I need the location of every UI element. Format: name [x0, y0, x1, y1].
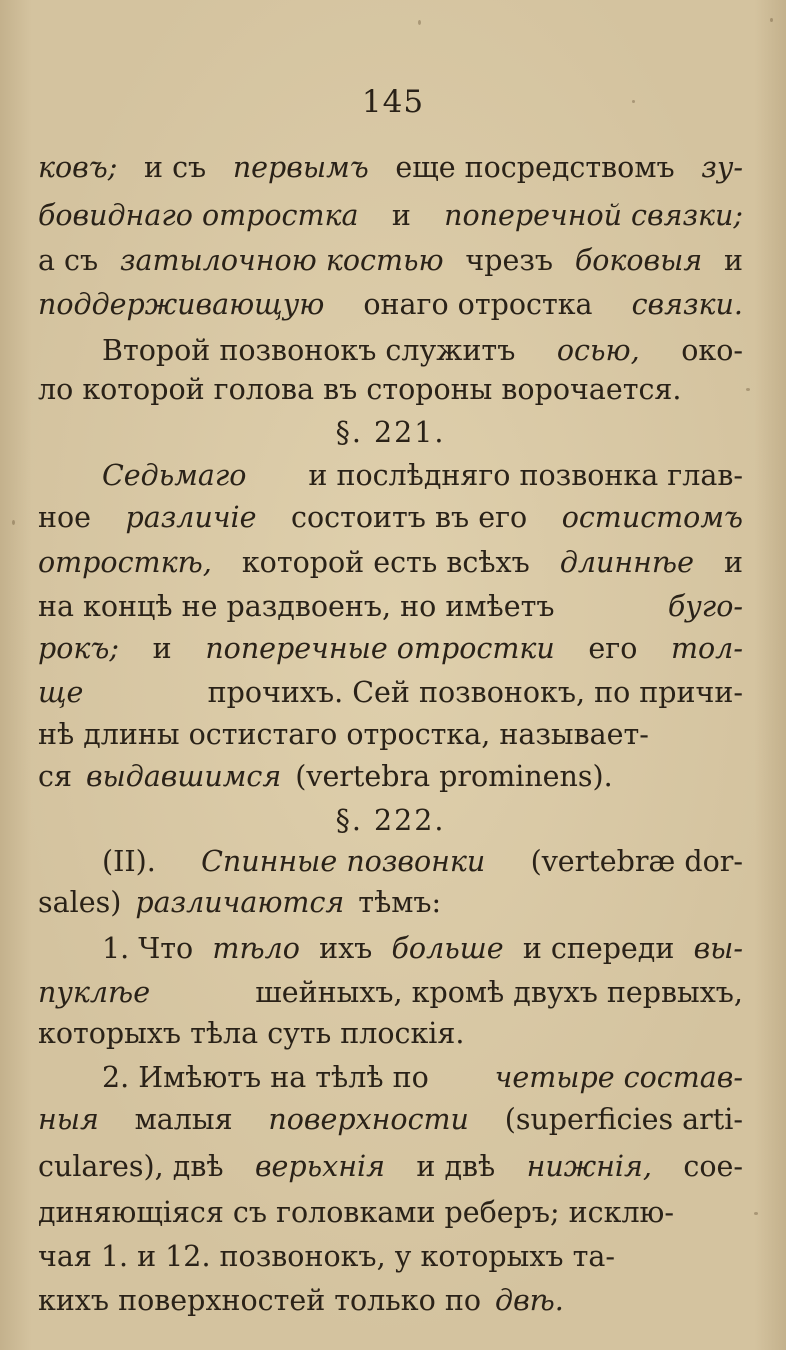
italic-term: первымъ: [232, 151, 369, 184]
text-segment: (vertebra prominens).: [295, 760, 613, 793]
text-line: [38, 1281, 743, 1321]
text-segment: и съ: [144, 151, 207, 184]
italic-term: связки.: [631, 288, 743, 321]
text-line: [38, 1237, 743, 1277]
italic-term: длиннѣе: [559, 546, 694, 579]
text-line: [38, 973, 743, 1013]
text-segment: его: [588, 632, 638, 665]
ink-speck: [746, 388, 750, 391]
italic-term: ковъ;: [38, 151, 118, 184]
text-segment: (superficies arti-: [504, 1103, 743, 1136]
italic-term: поперечной связки;: [444, 199, 743, 232]
text-segment: а съ: [38, 244, 99, 277]
italic-term: рокъ;: [38, 632, 120, 665]
italic-term: буго-: [667, 590, 743, 623]
italic-term: поперечные отростки: [205, 632, 555, 665]
text-line: [38, 1014, 743, 1054]
text-segment: состоитъ въ его: [291, 501, 528, 534]
text-segment: и двѣ: [416, 1150, 496, 1183]
section-heading: [38, 413, 743, 453]
ink-speck: [754, 1212, 758, 1215]
text-line: [38, 929, 743, 969]
text-segment: чрезъ: [465, 244, 554, 277]
text-segment: око-: [681, 334, 743, 367]
text-line: [38, 148, 743, 188]
italic-term: различаются: [135, 886, 345, 919]
text-line: [38, 370, 743, 410]
text-segment: sales): [38, 886, 122, 919]
text-line: [38, 629, 743, 669]
text-segment: и послѣдняго позвонка глав-: [308, 459, 743, 492]
text-line: [38, 498, 743, 538]
text-segment: чая 1. и 12. позвонокъ, у которыхъ та-: [38, 1240, 615, 1273]
text-segment: и спереди: [522, 932, 675, 965]
italic-term: боковыя: [574, 244, 703, 277]
text-segment: кихъ поверхностей только по: [38, 1284, 481, 1317]
text-line: [38, 673, 743, 713]
text-line: [38, 331, 743, 371]
text-segment: диняющіяся съ головками реберъ; исклю-: [38, 1196, 674, 1229]
italic-term: ныя: [38, 1103, 99, 1136]
ink-speck: [770, 18, 773, 22]
italic-term: осью,: [556, 334, 640, 367]
text-segment: и: [724, 244, 743, 277]
italic-term: поверхности: [268, 1103, 469, 1136]
italic-term: вы-: [693, 932, 743, 965]
text-segment: и: [723, 546, 743, 579]
italic-term: отросткѣ,: [38, 546, 212, 579]
text-line: [38, 842, 743, 882]
text-segment: (II).: [102, 845, 156, 878]
text-segment: тѣмъ:: [358, 886, 442, 919]
italic-term: больше: [391, 932, 504, 965]
text-segment: 1. Что: [102, 932, 194, 965]
italic-term: выдавшимся: [85, 760, 282, 793]
text-line: [38, 285, 743, 325]
text-segment: Второй позвонокъ служитъ: [102, 334, 516, 367]
ink-speck: [12, 520, 15, 525]
italic-term: различіе: [125, 501, 257, 534]
italic-term: пуклѣе: [38, 976, 151, 1009]
text-segment: онаго отростка: [363, 288, 593, 321]
italic-term: Спинные позвонки: [201, 845, 486, 878]
text-segment: ло которой голова въ стороны ворочается.: [38, 373, 682, 406]
text-line: [38, 883, 743, 923]
italic-term: двѣ.: [495, 1284, 564, 1317]
text-segment: (vertebræ dor-: [530, 845, 743, 878]
text-segment: прочихъ. Сей позвонокъ, по причи-: [207, 676, 743, 709]
text-segment: ихъ: [319, 932, 373, 965]
text-segment: и: [391, 199, 411, 232]
text-segment: culares), двѣ: [38, 1150, 224, 1183]
italic-term: четыре состав-: [494, 1061, 743, 1094]
italic-term: тол-: [671, 632, 743, 665]
italic-term: бовиднаго отростка: [38, 199, 359, 232]
text-segment: сое-: [683, 1150, 743, 1183]
text-line: [38, 1100, 743, 1140]
text-segment: 2. Имѣютъ на тѣлѣ по: [102, 1061, 429, 1094]
text-line: [38, 1147, 743, 1187]
italic-term: затылочною костью: [119, 244, 444, 277]
italic-term: Седьмаго: [102, 459, 247, 492]
italic-term: ще: [38, 676, 84, 709]
ink-speck: [632, 100, 635, 103]
text-line: [38, 757, 743, 797]
text-line: [38, 456, 743, 496]
ink-speck: [418, 20, 421, 25]
italic-term: зу-: [701, 151, 743, 184]
section-heading: [38, 801, 743, 841]
italic-term: верьхнія: [254, 1150, 385, 1183]
text-line: [38, 715, 743, 755]
text-line: [38, 587, 743, 627]
italic-term: нижнія,: [526, 1150, 652, 1183]
italic-term: тѣло: [212, 932, 300, 965]
text-segment: ное: [38, 501, 92, 534]
text-segment: §. 221.: [335, 416, 446, 449]
text-line: [38, 543, 743, 583]
text-segment: и: [152, 632, 172, 665]
text-segment: на концѣ не раздвоенъ, но имѣетъ: [38, 590, 555, 623]
text-line: [38, 1193, 743, 1233]
text-segment: еще посредствомъ: [395, 151, 675, 184]
text-line: [38, 241, 743, 281]
text-segment: ся: [38, 760, 72, 793]
text-segment: нѣ длины остистаго отростка, называет-: [38, 718, 649, 751]
text-segment: которой есть всѣхъ: [241, 546, 530, 579]
text-segment: малыя: [134, 1103, 233, 1136]
text-segment: §. 222.: [335, 804, 446, 837]
text-line: [38, 1058, 743, 1098]
italic-term: остистомъ: [561, 501, 743, 534]
page-number: 145: [361, 84, 425, 120]
text-segment: шейныхъ, кромѣ двухъ первыхъ,: [255, 976, 743, 1009]
text-segment: которыхъ тѣла суть плоскія.: [38, 1017, 465, 1050]
italic-term: поддерживающую: [38, 288, 325, 321]
text-line: [38, 196, 743, 236]
